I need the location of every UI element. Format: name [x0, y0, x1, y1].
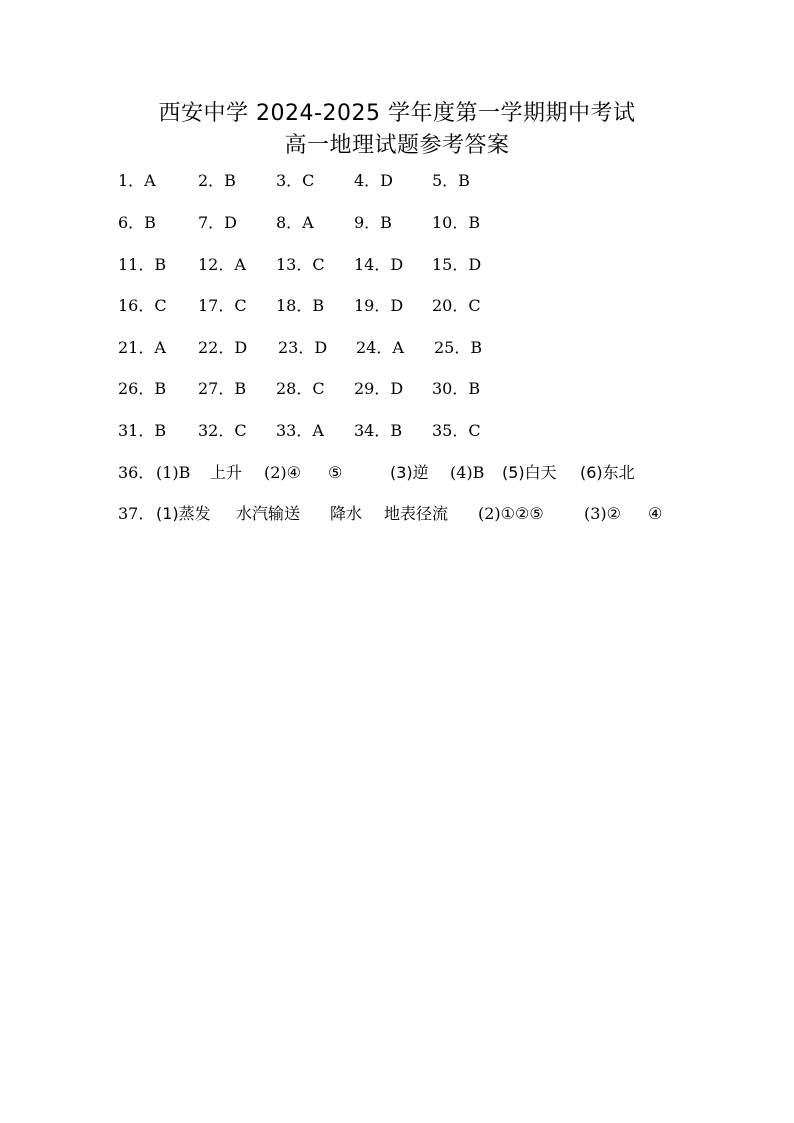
answer-part: (4)B	[450, 463, 485, 482]
answer-part: (1)B	[156, 463, 191, 482]
answer-part: ⑤	[328, 463, 343, 482]
answer-item: 7．D	[198, 213, 238, 232]
answer-part: 降水	[330, 504, 363, 523]
answer-item: 2．B	[198, 171, 236, 190]
answer-item: 26．B	[118, 379, 167, 398]
answer-item: 19．D	[354, 296, 404, 315]
answer-item: 25．B	[434, 338, 483, 357]
answer-item: 11．B	[118, 255, 167, 274]
answer-part: ④	[648, 504, 663, 523]
answer-part: (6)东北	[580, 463, 635, 482]
answer-item: 13．C	[276, 255, 325, 274]
answer-part: (1)蒸发	[156, 504, 211, 523]
answer-item: 10．B	[432, 213, 481, 232]
question-number: 36．	[118, 463, 155, 482]
answer-part: 上升	[210, 463, 243, 482]
answer-part: 水汽输送	[236, 504, 301, 523]
exam-title: 西安中学 2024-2025 学年度第一学期期中考试	[158, 101, 636, 126]
answer-part: 地表径流	[384, 504, 449, 523]
answer-item: 35．C	[432, 421, 481, 440]
answer-item: 5．B	[432, 171, 470, 190]
answer-item: 9．B	[354, 213, 392, 232]
answer-item: 21．A	[118, 338, 166, 357]
answer-item: 34．B	[354, 421, 403, 440]
answer-item: 14．D	[354, 255, 404, 274]
answer-part: (2)①②⑤	[478, 504, 544, 523]
answer-item: 23．D	[278, 338, 328, 357]
exam-subtitle: 高一地理试题参考答案	[284, 133, 510, 158]
answer-item: 32．C	[198, 421, 247, 440]
answer-item: 16．C	[118, 296, 167, 315]
answer-item: 6．B	[118, 213, 156, 232]
answer-item: 24．A	[356, 338, 404, 357]
answer-part: (3)逆	[390, 463, 429, 482]
answer-item: 18．B	[276, 296, 325, 315]
answer-item: 31．B	[118, 421, 167, 440]
answer-item: 33．A	[276, 421, 324, 440]
answer-item: 1．A	[118, 171, 156, 190]
answer-part: (2)④	[264, 463, 302, 482]
answer-item: 30．B	[432, 379, 481, 398]
answer-part: (3)②	[584, 504, 622, 523]
answer-item: 15．D	[432, 255, 482, 274]
answer-item: 8．A	[276, 213, 314, 232]
answer-item: 27．B	[198, 379, 247, 398]
answer-item: 17．C	[198, 296, 247, 315]
answer-item: 22．D	[198, 338, 248, 357]
answer-item: 12．A	[198, 255, 246, 274]
answer-item: 3．C	[276, 171, 315, 190]
answer-item: 4．D	[354, 171, 394, 190]
answer-item: 20．C	[432, 296, 481, 315]
answer-item: 29．D	[354, 379, 404, 398]
answer-part: (5)白天	[502, 463, 557, 482]
question-number: 37．	[118, 504, 155, 523]
answer-item: 28．C	[276, 379, 325, 398]
